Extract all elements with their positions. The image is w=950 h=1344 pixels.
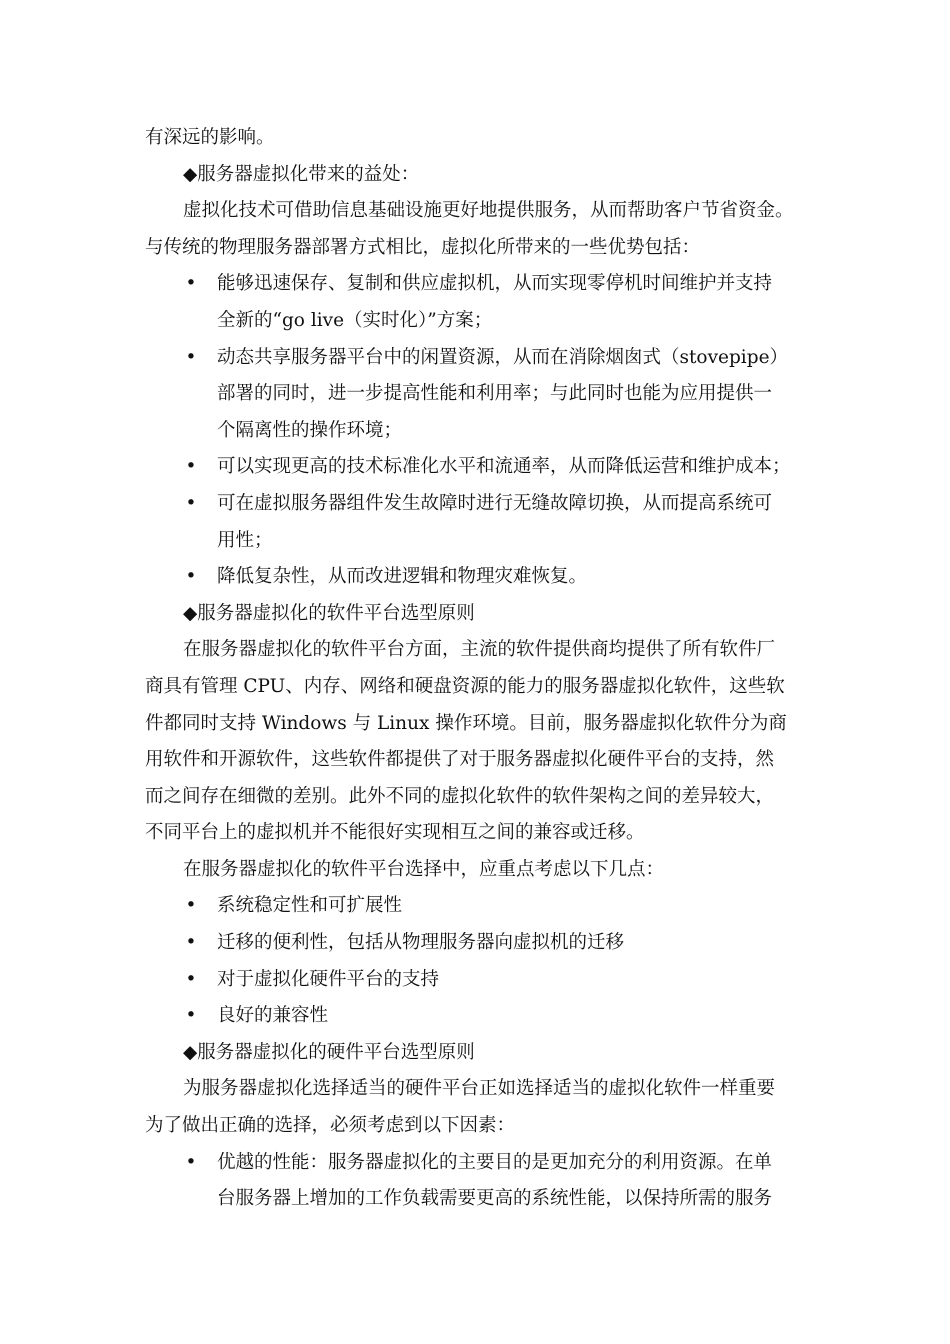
bullet-line: 迁移的便利性，包括从物理服务器向虚拟机的迁移 [217, 932, 625, 954]
bullet-line: 降低复杂性，从而改进逻辑和物理灾难恢复。 [217, 566, 588, 588]
bullet-line: 台服务器上增加的工作负载需要更高的系统性能，以保持所需的服务 [217, 1188, 773, 1210]
bullet-line: 部署的同时，进一步提高性能和利用率；与此同时也能为应用提供一 [217, 383, 773, 405]
paragraph-line: 用软件和开源软件，这些软件都提供了对于服务器虚拟化硬件平台的支持，然 [145, 749, 775, 771]
bullet-item [145, 449, 825, 486]
paragraph-line: 与传统的物理服务器部署方式相比，虚拟化所带来的一些优势包括： [145, 236, 701, 258]
bullet-line: 优越的性能：服务器虚拟化的主要目的是更加充分的利用资源。在单 [217, 1151, 773, 1173]
bullet-line: 全新的“go live（实时化）”方案； [217, 309, 493, 331]
bullet-item [145, 559, 825, 596]
paragraph-line: 商具有管理 CPU、内存、网络和硬盘资源的能力的服务器虚拟化软件，这些软 [145, 675, 785, 697]
bullet-line: 系统稳定性和可扩展性 [217, 895, 403, 917]
paragraph-line: 在服务器虚拟化的软件平台选择中，应重点考虑以下几点： [183, 858, 665, 880]
paragraph-line: 在服务器虚拟化的软件平台方面，主流的软件提供商均提供了所有软件厂 [183, 639, 776, 661]
bullet-item [145, 1145, 825, 1218]
bullet-line: 用性； [217, 529, 273, 551]
paragraph-line: 件都同时支持 Windows 与 Linux 操作环境。目前，服务器虚拟化软件分为商 [145, 712, 787, 734]
paragraph-line: 为了做出正确的选择，必须考虑到以下因素： [145, 1115, 516, 1137]
bullet-item [145, 486, 825, 559]
bullet-dot-icon: • [185, 273, 197, 295]
bullet-item [145, 888, 825, 925]
bullet-dot-icon: • [185, 968, 197, 990]
bullet-line: 可以实现更高的技术标准化水平和流通率，从而降低运营和维护成本； [217, 456, 791, 478]
bullet-item [145, 998, 825, 1035]
bullet-item [145, 925, 825, 962]
bullet-line: 良好的兼容性 [217, 1005, 329, 1027]
bullet-item [145, 340, 825, 450]
bullet-line: 可在虚拟服务器组件发生故障时进行无缝故障切换，从而提高系统可 [217, 492, 773, 514]
section-heading: ◆服务器虚拟化带来的益处： [183, 163, 420, 185]
bullet-dot-icon: • [185, 1005, 197, 1027]
paragraph-line: 不同平台上的虚拟机并不能很好实现相互之间的兼容或迁移。 [145, 822, 645, 844]
document-body [145, 120, 825, 1218]
bullet-dot-icon: • [185, 895, 197, 917]
bullet-line: 个隔离性的操作环境； [217, 419, 403, 441]
bullet-dot-icon: • [185, 566, 197, 588]
bullet-item [145, 962, 825, 999]
paragraph-line: 为服务器虚拟化选择适当的硬件平台正如选择适当的虚拟化软件一样重要 [183, 1078, 776, 1100]
bullet-dot-icon: • [185, 1151, 197, 1173]
bullet-dot-icon: • [185, 346, 197, 368]
paragraph-line: 有深远的影响。 [145, 127, 275, 148]
bullet-line: 对于虚拟化硬件平台的支持 [217, 968, 440, 990]
bullet-dot-icon: • [185, 456, 197, 478]
paragraph-line: 而之间存在细微的差别。此外不同的虚拟化软件的软件架构之间的差异较大， [145, 785, 775, 807]
bullet-item [145, 266, 825, 339]
section-heading: ◆服务器虚拟化的软件平台选型原则 [183, 602, 475, 624]
bullet-line: 能够迅速保存、复制和供应虚拟机，从而实现零停机时间维护并支持 [217, 273, 773, 295]
bullet-dot-icon: • [185, 932, 197, 954]
section-heading: ◆服务器虚拟化的硬件平台选型原则 [183, 1041, 475, 1063]
paragraph-line: 虚拟化技术可借助信息基础设施更好地提供服务，从而帮助客户节省资金。 [183, 200, 794, 222]
bullet-dot-icon: • [185, 492, 197, 514]
bullet-line: 动态共享服务器平台中的闲置资源，从而在消除烟囱式（stovepipe） [217, 346, 789, 368]
